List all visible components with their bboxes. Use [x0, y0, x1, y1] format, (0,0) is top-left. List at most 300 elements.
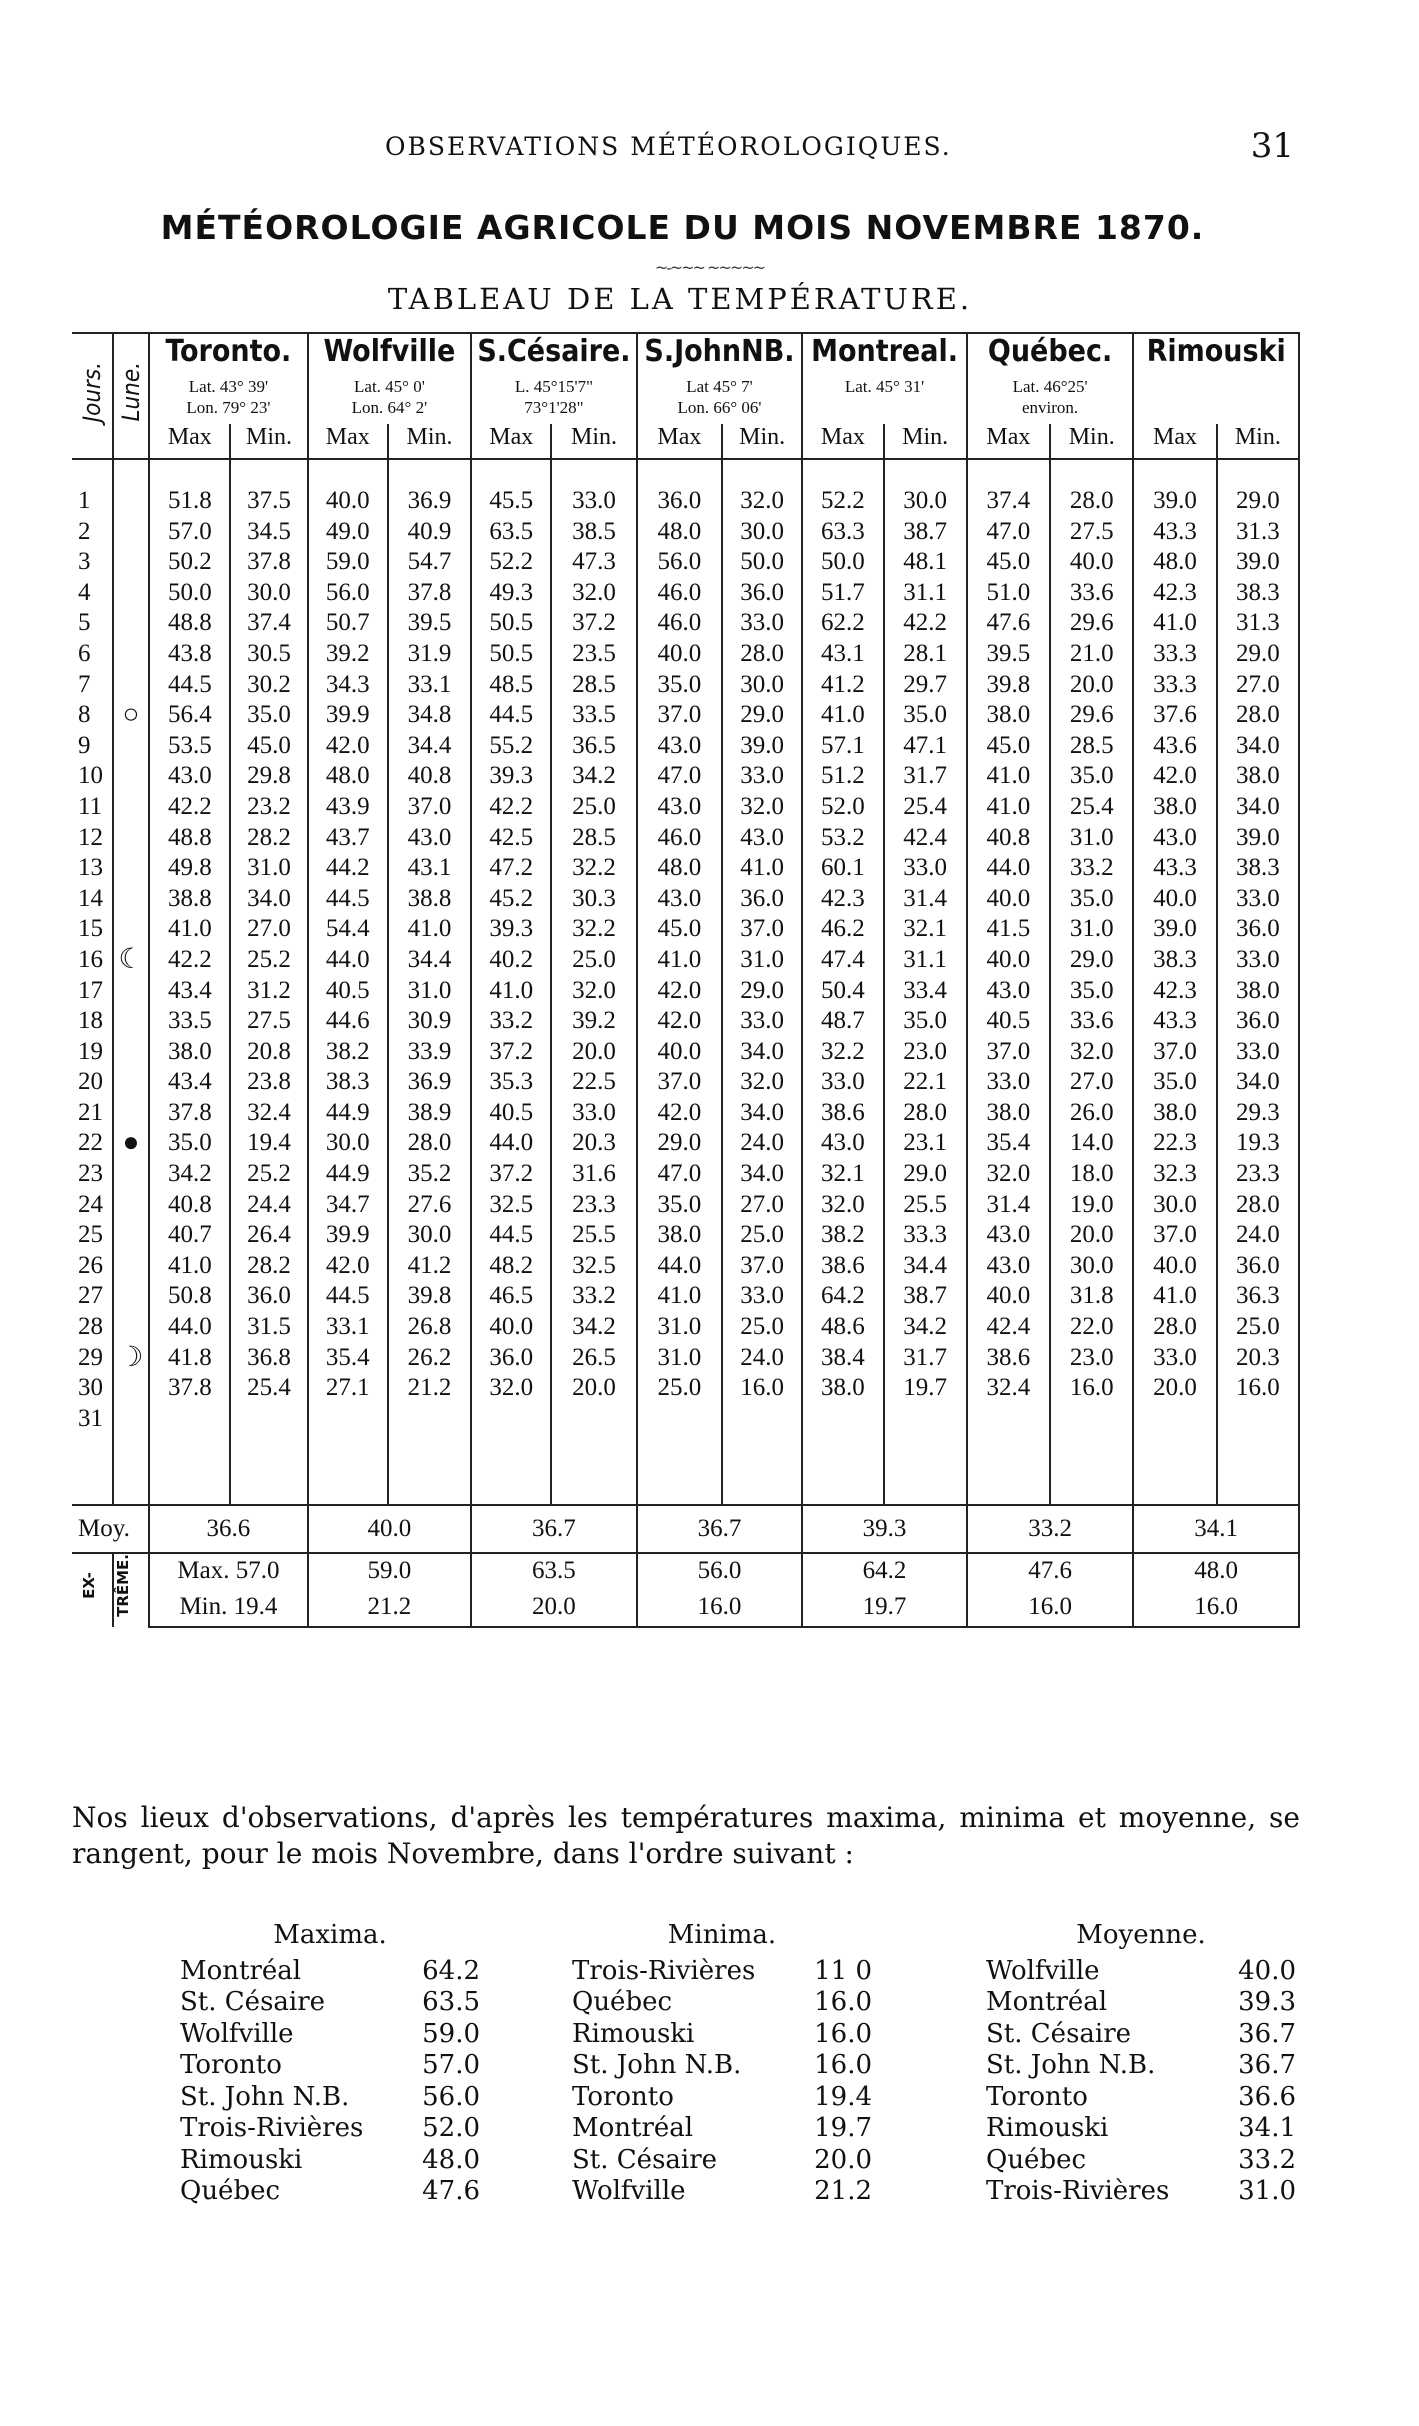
- min-cell: 28.5: [1050, 731, 1133, 762]
- min-cell: 23.3: [551, 1190, 636, 1221]
- max-cell: 44.0: [308, 945, 388, 976]
- station-coords: Lat. 45° 31': [802, 376, 967, 424]
- min-cell: 54.7: [388, 547, 471, 578]
- moon-cell: [113, 976, 150, 1007]
- max-cell: 56.0: [637, 547, 722, 578]
- ranking-place: Trois-Rivières: [180, 2113, 364, 2143]
- station-coords: Lat. 46°25' environ.: [967, 376, 1134, 424]
- extreme-min-value: [308, 1590, 472, 1627]
- min-cell: 38.7: [884, 517, 967, 548]
- max-cell: 39.8: [967, 670, 1050, 701]
- ranking-value: 39.3: [1238, 1987, 1296, 2017]
- day-cell: 16: [72, 945, 113, 976]
- max-cell: 32.3: [1133, 1159, 1216, 1190]
- max-cell: 32.5: [471, 1190, 551, 1221]
- min-cell: 27.0: [722, 1190, 802, 1221]
- max-cell: 44.6: [308, 1006, 388, 1037]
- ranking-value: 11 0: [814, 1955, 872, 1986]
- day-cell: 19: [72, 1037, 113, 1068]
- max-cell: 32.4: [967, 1373, 1050, 1404]
- max-cell: 38.0: [802, 1373, 883, 1404]
- max-cell: 50.5: [471, 608, 551, 639]
- extreme-label: EX-TRÊME.: [80, 1554, 132, 1618]
- min-cell: 19.3: [1217, 1128, 1299, 1159]
- min-cell: 42.2: [884, 608, 967, 639]
- max-cell: 47.0: [637, 761, 722, 792]
- ranking-place: St. Césaire: [180, 1987, 326, 2017]
- max-cell: 44.5: [308, 1281, 388, 1312]
- min-cell: 14.0: [1050, 1128, 1133, 1159]
- blank-cell: [1217, 1434, 1299, 1505]
- max-cell: 32.2: [802, 1037, 883, 1068]
- day-cell: 14: [72, 884, 113, 915]
- ranking-value: 36.7: [1238, 2050, 1296, 2080]
- spacer-cell: [149, 459, 230, 486]
- table-row: [72, 792, 1299, 823]
- min-cell: 31.0: [722, 945, 802, 976]
- max-cell: 56.4: [149, 700, 230, 731]
- max-cell: 44.0: [149, 1312, 230, 1343]
- min-cell: 34.2: [884, 1312, 967, 1343]
- list-item: [986, 2176, 1296, 2208]
- max-cell: 45.0: [967, 731, 1050, 762]
- min-cell: 39.8: [388, 1281, 471, 1312]
- blank-cell: [722, 1434, 802, 1505]
- max-cell: 46.0: [637, 578, 722, 609]
- min-cell: 33.0: [722, 1006, 802, 1037]
- ranking-place: Toronto: [180, 2050, 282, 2080]
- min-cell: 33.4: [884, 976, 967, 1007]
- ranking-value: 48.0: [422, 2144, 480, 2175]
- day-cell: 20: [72, 1067, 113, 1098]
- max-cell: 35.0: [637, 670, 722, 701]
- max-cell: 52.2: [802, 486, 883, 517]
- moon-cell: [113, 639, 150, 670]
- min-cell: 37.8: [388, 578, 471, 609]
- list-item: [572, 2113, 872, 2145]
- min-cell: 28.5: [551, 670, 636, 701]
- min-cell: 16.0: [1217, 1373, 1299, 1404]
- max-cell: 32.0: [967, 1159, 1050, 1190]
- min-cell: 41.0: [388, 914, 471, 945]
- day-cell: 15: [72, 914, 113, 945]
- station-coords: Lat. 45° 0' Lon. 64° 2': [308, 376, 472, 424]
- min-cell: 33.0: [884, 853, 967, 884]
- day-cell: 6: [72, 639, 113, 670]
- max-cell: 42.2: [471, 792, 551, 823]
- max-cell: 40.0: [967, 1281, 1050, 1312]
- extreme-max-number: 47.6: [1028, 1557, 1072, 1585]
- max-cell: 51.8: [149, 486, 230, 517]
- day-cell: 30: [72, 1373, 113, 1404]
- min-cell: 28.0: [388, 1128, 471, 1159]
- day-cell: 2: [72, 517, 113, 548]
- max-cell: 41.0: [1133, 1281, 1216, 1312]
- max-cell: 40.5: [308, 976, 388, 1007]
- max-cell: 43.3: [1133, 1006, 1216, 1037]
- min-cell: 36.0: [1217, 914, 1299, 945]
- max-cell: 47.0: [637, 1159, 722, 1190]
- max-cell: 37.0: [1133, 1037, 1216, 1068]
- min-cell: 27.0: [1217, 670, 1299, 701]
- table-row: [72, 823, 1299, 854]
- moyenne-value: 36.7: [637, 1505, 803, 1553]
- min-cell: 36.0: [230, 1281, 307, 1312]
- min-cell: 25.5: [551, 1220, 636, 1251]
- spacer-cell: [113, 459, 150, 486]
- max-cell: 46.5: [471, 1281, 551, 1312]
- ranking-place: Toronto: [572, 2081, 674, 2112]
- list-item: [572, 2145, 872, 2177]
- min-header: Min.: [1050, 424, 1133, 459]
- ranking-place: St. John N.B.: [572, 2050, 742, 2080]
- moon-cell: [113, 1281, 150, 1312]
- max-cell: 48.0: [637, 853, 722, 884]
- max-cell: 33.3: [1133, 639, 1216, 670]
- max-cell: [1133, 1404, 1216, 1435]
- max-cell: 35.3: [471, 1067, 551, 1098]
- max-cell: 51.2: [802, 761, 883, 792]
- max-cell: 40.0: [1133, 1251, 1216, 1282]
- table-row: [72, 1343, 1299, 1374]
- day-cell: 17: [72, 976, 113, 1007]
- min-cell: 22.0: [1050, 1312, 1133, 1343]
- moon-cell: [113, 792, 150, 823]
- max-cell: 59.0: [308, 547, 388, 578]
- min-cell: 36.9: [388, 1067, 471, 1098]
- list-item: [180, 2113, 480, 2145]
- min-cell: 34.8: [388, 700, 471, 731]
- max-cell: 50.0: [802, 547, 883, 578]
- min-cell: 36.3: [1217, 1281, 1299, 1312]
- min-cell: 33.6: [1050, 1006, 1133, 1037]
- min-cell: 27.6: [388, 1190, 471, 1221]
- min-cell: 32.0: [551, 976, 636, 1007]
- table-row: [72, 1006, 1299, 1037]
- table-row: [72, 547, 1299, 578]
- min-cell: 31.8: [1050, 1281, 1133, 1312]
- min-cell: 34.0: [230, 884, 307, 915]
- max-cell: 51.0: [967, 578, 1050, 609]
- list-item: [180, 2019, 480, 2051]
- max-cell: 44.0: [471, 1128, 551, 1159]
- max-cell: 38.0: [967, 700, 1050, 731]
- min-cell: 18.0: [1050, 1159, 1133, 1190]
- max-row-label: Max.: [177, 1557, 230, 1585]
- max-header: Max: [967, 424, 1050, 459]
- blank-cell: [471, 1434, 551, 1505]
- min-cell: 34.0: [1217, 792, 1299, 823]
- min-cell: 39.0: [1217, 547, 1299, 578]
- min-cell: 37.5: [230, 486, 307, 517]
- max-cell: 41.0: [149, 914, 230, 945]
- min-cell: 33.0: [1217, 884, 1299, 915]
- moon-cell: [113, 731, 150, 762]
- max-header: Max: [149, 424, 230, 459]
- max-cell: 40.0: [637, 639, 722, 670]
- station-coords: Lat 45° 7' Lon. 66° 06': [637, 376, 803, 424]
- min-cell: 25.2: [230, 945, 307, 976]
- max-cell: 42.5: [471, 823, 551, 854]
- blank-cell: [1133, 1434, 1216, 1505]
- min-cell: 19.0: [1050, 1190, 1133, 1221]
- min-cell: 31.5: [230, 1312, 307, 1343]
- min-cell: 31.2: [230, 976, 307, 1007]
- min-cell: 21.2: [388, 1373, 471, 1404]
- max-cell: 38.2: [308, 1037, 388, 1068]
- min-cell: 20.3: [551, 1128, 636, 1159]
- max-cell: 35.0: [1133, 1067, 1216, 1098]
- max-cell: 41.5: [967, 914, 1050, 945]
- min-cell: 32.4: [230, 1098, 307, 1129]
- min-cell: 39.2: [551, 1006, 636, 1037]
- list-item: [986, 2113, 1296, 2145]
- min-cell: 23.8: [230, 1067, 307, 1098]
- day-cell: 31: [72, 1404, 113, 1435]
- day-cell: 1: [72, 486, 113, 517]
- ranking-value: 63.5: [422, 1987, 480, 2017]
- list-item: [572, 1987, 872, 2019]
- table-row: [72, 1404, 1299, 1435]
- max-cell: 37.2: [471, 1159, 551, 1190]
- min-cell: 37.4: [230, 608, 307, 639]
- min-cell: 19.4: [230, 1128, 307, 1159]
- min-cell: 33.0: [1217, 1037, 1299, 1068]
- max-cell: 49.8: [149, 853, 230, 884]
- table-row: [72, 700, 1299, 731]
- max-cell: 42.0: [308, 731, 388, 762]
- min-cell: 47.3: [551, 547, 636, 578]
- day-cell: 23: [72, 1159, 113, 1190]
- ranking-place: St. John N.B.: [986, 2050, 1156, 2080]
- min-cell: 32.5: [551, 1251, 636, 1282]
- min-cell: 31.4: [884, 884, 967, 915]
- max-cell: 44.2: [308, 853, 388, 884]
- max-cell: 40.5: [471, 1098, 551, 1129]
- max-cell: 44.5: [471, 1220, 551, 1251]
- table-row: [72, 1281, 1299, 1312]
- min-cell: 29.8: [230, 761, 307, 792]
- max-cell: 43.0: [637, 792, 722, 823]
- day-cell: 29: [72, 1343, 113, 1374]
- min-cell: 35.0: [1050, 884, 1133, 915]
- min-cell: 37.0: [722, 914, 802, 945]
- min-cell: 24.0: [722, 1128, 802, 1159]
- extreme-max-number: 59.0: [367, 1557, 412, 1585]
- max-cell: 37.6: [1133, 700, 1216, 731]
- moon-cell: [113, 1404, 150, 1435]
- max-cell: 38.6: [967, 1343, 1050, 1374]
- min-cell: 34.0: [722, 1037, 802, 1068]
- min-cell: 28.0: [1050, 486, 1133, 517]
- max-cell: 48.7: [802, 1006, 883, 1037]
- max-cell: 39.3: [471, 761, 551, 792]
- max-cell: 48.0: [308, 761, 388, 792]
- station-name: Toronto.: [149, 333, 307, 376]
- max-cell: 41.0: [802, 700, 883, 731]
- max-cell: 33.2: [471, 1006, 551, 1037]
- min-cell: 30.0: [884, 486, 967, 517]
- max-cell: 54.4: [308, 914, 388, 945]
- max-cell: 34.2: [149, 1159, 230, 1190]
- min-cell: 25.0: [722, 1220, 802, 1251]
- min-cell: 31.1: [884, 578, 967, 609]
- min-cell: 33.0: [551, 1098, 636, 1129]
- jours-header: [72, 333, 113, 459]
- min-cell: 39.0: [1217, 823, 1299, 854]
- max-cell: 39.9: [308, 700, 388, 731]
- max-cell: 33.0: [802, 1067, 883, 1098]
- min-cell: 31.1: [884, 945, 967, 976]
- min-cell: 31.6: [551, 1159, 636, 1190]
- day-cell: 28: [72, 1312, 113, 1343]
- extreme-max-row: [72, 1553, 1299, 1590]
- max-cell: 45.5: [471, 486, 551, 517]
- max-cell: 43.0: [967, 1251, 1050, 1282]
- day-cell: 8: [72, 700, 113, 731]
- min-cell: 35.0: [1050, 976, 1133, 1007]
- min-cell: 33.0: [1217, 945, 1299, 976]
- table-row: [72, 486, 1299, 517]
- moyenne-value: 39.3: [802, 1505, 967, 1553]
- min-cell: 23.3: [1217, 1159, 1299, 1190]
- max-cell: 48.2: [471, 1251, 551, 1282]
- min-cell: 43.0: [722, 823, 802, 854]
- min-cell: 20.0: [551, 1373, 636, 1404]
- min-cell: 38.7: [884, 1281, 967, 1312]
- max-cell: 39.2: [308, 639, 388, 670]
- max-cell: 55.2: [471, 731, 551, 762]
- station-coords: L. 45°15'7" 73°1'28": [471, 376, 637, 424]
- blank-cell: [551, 1434, 636, 1505]
- min-header: Min.: [722, 424, 802, 459]
- ranking-value: 16.0: [814, 1987, 872, 2017]
- station-name: S.Césaire.: [471, 333, 637, 376]
- min-cell: 24.0: [1217, 1220, 1299, 1251]
- min-cell: 28.1: [884, 639, 967, 670]
- min-cell: 43.1: [388, 853, 471, 884]
- extreme-min-number: 21.2: [367, 1593, 412, 1621]
- day-cell: 9: [72, 731, 113, 762]
- max-cell: 40.0: [637, 1037, 722, 1068]
- moon-cell: [113, 1251, 150, 1282]
- max-cell: 47.6: [967, 608, 1050, 639]
- min-cell: 25.4: [884, 792, 967, 823]
- min-cell: 41.0: [722, 853, 802, 884]
- min-cell: 40.0: [1050, 547, 1133, 578]
- min-cell: 27.0: [230, 914, 307, 945]
- max-cell: 35.4: [967, 1128, 1050, 1159]
- min-cell: 33.6: [1050, 578, 1133, 609]
- max-cell: 45.0: [967, 547, 1050, 578]
- min-cell: 29.6: [1050, 700, 1133, 731]
- moon-cell: [113, 1373, 150, 1404]
- min-cell: 33.9: [388, 1037, 471, 1068]
- list-item: [986, 1956, 1296, 1988]
- max-cell: 35.0: [637, 1190, 722, 1221]
- max-cell: 37.0: [637, 700, 722, 731]
- min-cell: 36.0: [722, 578, 802, 609]
- min-cell: 33.2: [1050, 853, 1133, 884]
- max-cell: 43.0: [637, 731, 722, 762]
- max-cell: 43.9: [308, 792, 388, 823]
- list-item: [180, 2050, 480, 2082]
- max-cell: 38.6: [802, 1098, 883, 1129]
- moon-cell: [113, 486, 150, 517]
- ranking-value: 36.7: [1238, 2018, 1296, 2049]
- extreme-max-number: 56.0: [697, 1557, 742, 1585]
- moon-cell: [113, 1006, 150, 1037]
- extreme-max-number: 48.0: [1194, 1557, 1239, 1585]
- max-cell: 40.8: [149, 1190, 230, 1221]
- max-cell: 46.2: [802, 914, 883, 945]
- title-ornament: ~-~~~ ~~~~~: [654, 258, 765, 277]
- max-cell: 41.2: [802, 670, 883, 701]
- blank-cell: [72, 1434, 113, 1505]
- max-cell: 41.8: [149, 1343, 230, 1374]
- min-cell: 38.8: [388, 884, 471, 915]
- table-row: [72, 761, 1299, 792]
- max-cell: 43.1: [802, 639, 883, 670]
- extreme-min-number: 20.0: [532, 1593, 576, 1621]
- min-cell: 34.4: [388, 945, 471, 976]
- spacer-cell: [308, 459, 388, 486]
- min-cell: 40.8: [388, 761, 471, 792]
- max-header: Max: [308, 424, 388, 459]
- ranking-place: Wolfville: [180, 2018, 294, 2049]
- min-cell: 20.3: [1217, 1343, 1299, 1374]
- max-cell: 35.4: [308, 1343, 388, 1374]
- max-cell: 50.0: [149, 578, 230, 609]
- ranking-value: 16.0: [814, 2050, 872, 2080]
- spacer-cell: [471, 459, 551, 486]
- ranking-place: St. Césaire: [572, 2144, 718, 2175]
- day-cell: 18: [72, 1006, 113, 1037]
- min-cell: 41.2: [388, 1251, 471, 1282]
- min-cell: 38.9: [388, 1098, 471, 1129]
- table-row: [72, 853, 1299, 884]
- max-cell: 43.3: [1133, 517, 1216, 548]
- max-cell: 45.2: [471, 884, 551, 915]
- min-cell: 32.2: [551, 853, 636, 884]
- max-cell: 49.3: [471, 578, 551, 609]
- max-cell: 42.0: [637, 976, 722, 1007]
- ranking-place: Wolfville: [986, 1955, 1100, 1986]
- ranking-value: 33.2: [1238, 2144, 1296, 2175]
- day-cell: 7: [72, 670, 113, 701]
- max-cell: 30.0: [308, 1128, 388, 1159]
- min-cell: 40.9: [388, 517, 471, 548]
- min-cell: 37.0: [388, 792, 471, 823]
- table-row: [72, 731, 1299, 762]
- ranking-value: 36.6: [1238, 2081, 1296, 2112]
- min-cell: 27.5: [230, 1006, 307, 1037]
- min-cell: 37.8: [230, 547, 307, 578]
- min-cell: 33.3: [884, 1220, 967, 1251]
- moyenne-label: Moy.: [72, 1505, 149, 1553]
- max-cell: 38.8: [149, 884, 230, 915]
- max-cell: 43.0: [802, 1128, 883, 1159]
- min-cell: [388, 1404, 471, 1435]
- list-item: [572, 1956, 872, 1988]
- spacer-cell: [967, 459, 1050, 486]
- min-cell: 22.5: [551, 1067, 636, 1098]
- day-cell: 4: [72, 578, 113, 609]
- extreme-min-value: [802, 1590, 967, 1627]
- min-cell: 27.5: [1050, 517, 1133, 548]
- blank-cell: [113, 1434, 150, 1505]
- min-cell: 32.0: [1050, 1037, 1133, 1068]
